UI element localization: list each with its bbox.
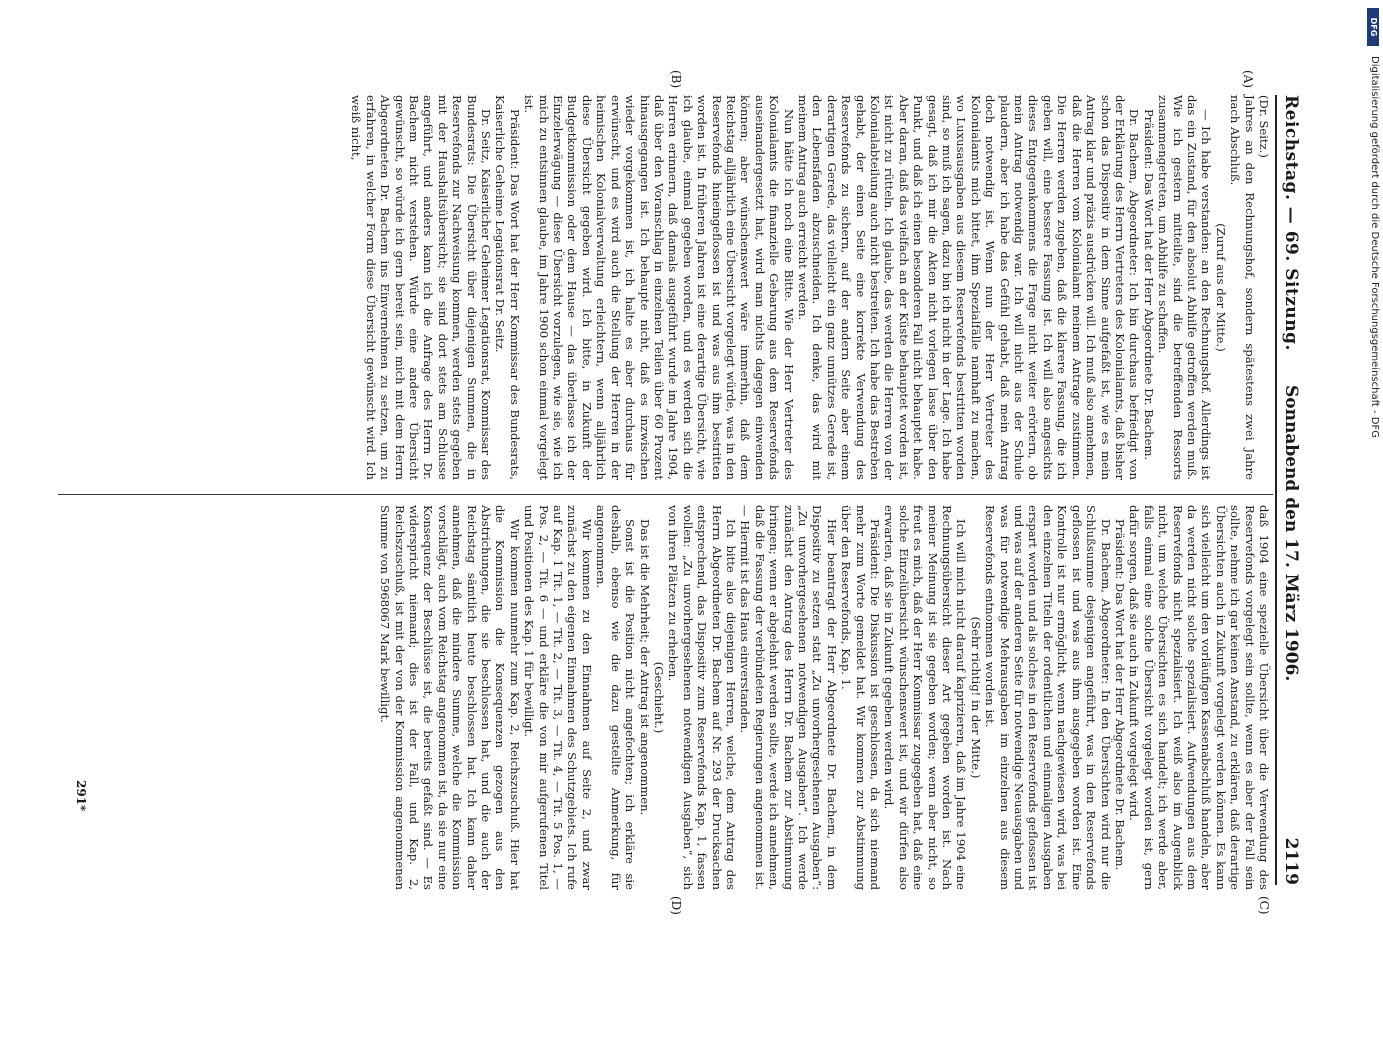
- header-session: Reichstag. — 69. Sitzung.: [1281, 95, 1301, 351]
- paragraph: Ich will mich nicht darauf kaprizieren, daß im Jahre 1904 eine Rechnungsübersicht dieser Art gegeben worden ist. Nach meiner Meinung ist sie gegeben worden; wenn aber nicht, so freut es mich, daß der Herr Kommissar zugegeben hat, daß eine solche Einzelübersicht wünschenswert ist, und wir dürfen also erwarten, daß sie in Zukunft gegeben werden wird.: [882, 505, 969, 890]
- margin-marker-d: (D): [669, 896, 683, 915]
- signature-mark: 291*: [74, 780, 88, 812]
- paragraph: — Ich habe verstanden: an den Rechnungshof. Allerdings ist das ein Zustand, für den absolut Abhilfe getroffen werden muß. Wie ich gestern mitteilte, sind die betreffenden Ressorts zusammengetreten, um Abhilfe zu schaffen.: [1156, 95, 1214, 480]
- paragraph: Präsident: Das Wort hat der Herr Abgeordnete Dr. Bachem.: [1141, 109, 1156, 461]
- page-number: 2119: [1281, 837, 1301, 885]
- page-header: [1275, 95, 1311, 885]
- paragraph: Hier beantragt der Herr Abgeordnete Dr. Bachem, in dem Dispositiv zu setzen statt „Zu unvorhergesehenen Ausgaben“: „Zu unvorhergesehenen notwendigen Ausgaben“. Ich werde zunächst den Antrag des Herrn Dr. Bachem zur Abstimmung bringen; wenn er abgelehnt werden sollte, werde ich annehmen, daß die Fassung der verbündeten Regierungen angenommen ist. — Hiermit ist das Haus einverstanden.: [738, 505, 839, 890]
- paragraph: Sonst ist die Position nicht angefochten; ich erkläre sie deshalb, ebenso wie die dazu gestellte Anmerkung, für angenommen.: [594, 505, 638, 890]
- paragraph: Dr. Seitz, Kaiserlicher Geheimer Legationsrat, Kommissar des Bundesrats: Die Übersicht über diejenigen Summen, die in Reservefonds zur Nachweisung kommen, werden stets gegeben mit der Haushaltsübersicht; sie sind dort stets am Schlusse angeführt, und anders kann ich die Anfrage des Herrn Dr. Bachem nicht verstehen. Würde eine andere Übersicht gewünscht, so würde ich gern bereit sein, mich mit dem Herrn Abgeordneten Dr. Bachem ins Einvernehmen zu setzen, um zu erfahren, in welcher Form diese Übersicht gewünscht wird. Ich weiß nicht,: [349, 95, 494, 480]
- paragraph: Das ist die Mehrheit; der Antrag ist angenommen.: [637, 519, 652, 816]
- paragraph: Dr. Bachem, Abgeordneter: In den Übersichten wird nur die Schlußsumme desjenigen angeführt, was in den Reservefonds geflossen ist und was aus ihm ausgegeben worden ist. Eine Kontrolle ist nur ermöglicht, wenn nachgewiesen wird, was bei den einzelnen Titeln der ordentlichen und einmaligen Ausgaben erspart worden und als solches in den Reservefonds geflossen ist und was auf der anderen Seite für notwendige Neuausgaben und was für notwendige Mehrausgaben im einzelnen aus diesem Reservefonds entnommen worden ist.: [983, 505, 1113, 890]
- paragraph: daß 1904 eine spezielle Übersicht über die Verwendung des Reservefonds vorgelegt sein sollte, wenn es aber der Fall sein sollte, nehme ich gar keinen Anstand, zu erklären, daß derartige Übersichten auch in Zukunft vorgelegt werden können. Es kann sich vielleicht um den vorläufigen Kassenabschluß handeln, aber da werden nicht solche spezialisiert. Aufwendungen aus dem Reservefonds nicht spezialisiert. Ich weiß also im Augenblick nicht, um welche Übersichten es sich handelt; ich werde aber, falls einmal eine solche Übersicht vorgelegt worden ist, gern dafür sorgen, daß sie auch in Zukunft vorgelegt wird.: [1127, 505, 1271, 890]
- paragraph: (Zuruf aus der Mitte.): [1213, 223, 1228, 352]
- margin-marker-c: (C): [1257, 896, 1271, 915]
- paragraph: Jahres an den Rechnungshof, sondern spätestens zwei Jahre nach Abschluß.: [1228, 95, 1257, 480]
- paragraph: Präsident: Die Diskussion ist geschlossen, da sich niemand mehr zum Worte gemeldet hat. Wir kommen zur Abstimmung über den Reservefonds, Kap. 1.: [839, 505, 883, 890]
- left-text-column: [349, 95, 1271, 480]
- paragraph: Nun hätte ich noch eine Bitte. Wie der Herr Vertreter des Kolonialamts die finanzielle Gebarung aus dem Reservefonds auseinandergesetzt hat, wird man nichts dagegen einwenden können; aber wünschenswert wäre immerhin, daß dem Reichstag alljährlich eine Übersicht vorgelegt würde, was in den Reservefonds hineingeflossen ist und was aus ihm bestritten worden ist. In früheren Jahren ist eine derartige Übersicht, wie ich glaube, einmal gegeben worden, und es werden sich die Herren erinnern, daß damals ausgeführt wurde im Jahre 1904, daß über den Voranschlag in einzelnen Teilen über 60 Prozent hinausgegangen ist. Ich behaupte nicht, daß es inzwischen wieder vorgekommen ist, ich halte es aber durchaus für erwünscht, und es wird auch die Stellung der Herren in der heimischen Kolonialverwaltung erleichtern, wenn alljährlich diese Übersicht gegeben wird. Ich bitte, in Zukunft der Budgetkommission oder dem Hause — das überlasse ich der Einzelerwägung — diese Übersicht vorzulegen, wie sie, wie ich mich zu entsinnen glaube, im Jahre 1900 schon einmal vorgelegt ist.: [522, 95, 796, 480]
- paragraph: Wir kommen nunmehr zum Kap. 2, Reichszuschuß. Hier hat die Kommission die Konsequenzen gezogen aus den Abstrichungen, die sie beschlossen hat, und die auch der Reichstag sämtlich heute beschlossen hat. Ich kann daher annehmen, daß die mindere Summe, welche die Kommission vorschlägt, auch vom Reichstag angenommen ist, da sie nur eine Konsequenz der Beschlüsse ist, die bereits gefaßt sind. — Es widerspricht niemand; dies ist der Fall, und Kap. 2, Reichszuschuß, ist mit der von der Kommission angenommenen Summe von 5968067 Mark bewilligt.: [378, 505, 522, 890]
- margin-marker-b: (B): [669, 70, 683, 89]
- paragraph: Dr. Bachem, Abgeordneter: Ich bin durchaus befriedigt von der Erklärung des Herrn Vertreters des Kolonialamts, daß bisher schon das Dispositiv in dem Sinne aufgefaßt ist, wie es mein Antrag klar und präzis ausdrücken will. Ich muß also annehmen, daß die Herren vom Kolonialamt meinem Antrage zustimmen. Die Herren werden zugeben, daß die klarere Fassung, die ich geben will, eine bessere Fassung ist. Ich will also angesichts dieses Entgegenkommens die Frage nicht weiter erörtern, ob mein Antrag notwendig war. Ich will nicht aus der Schule plaudern, aber ich habe das Gefühl gehabt, daß mein Antrag doch notwendig ist. Wenn nun der Herr Vertreter des Kolonialamts mich bittet, ihm Spezialfälle namhaft zu machen, wo Luxusausgaben aus diesem Reservefonds bestritten worden sind, so muß ich sagen, dazu bin ich nicht in der Lage. Ich habe gesagt, daß ich mir die Akten nicht vorlegen lasse über den Punkt, und daß ich einen besonderen Fall nicht behauptet habe. Aber daran, daß das vielfach an der Küste behauptet worden ist, ist nicht zu rütteln. Ich glaube, das werden die Herren von der Kolonialabteilung auch nicht bestreiten. Ich habe das Bestreben gehabt, der einen Seite eine korrekte Verwendung des Reservefonds zu sichern, auf der andern Seite aber einem derartigen Gerede, das vielleicht ein ganz unnützes Gerede ist, den Lebensfaden abzuschneiden. Ich denke, das wird mit meinem Antrag auch erreicht werden.: [796, 95, 1142, 480]
- digitization-credit: Digitalisierung gefördert durch die Deutsche Forschungsgemeinschaft - DFG: [1369, 56, 1380, 439]
- column-divider: [58, 494, 1273, 495]
- paragraph: (Sehr richtig! in der Mitte.): [968, 616, 983, 779]
- paragraph: Wir kommen zu den Einnahmen auf Seite 2, und zwar zunächst zu den eigenen Einnahmen des Schutzgebiets. Ich rufe auf Kap. 1 Tit. 1, — Tit. 2, — Tit. 3, — Tit. 4, — Tit. 5 Pos. 1, — Pos. 2, — Tit. 6 — und erkläre die von mir aufgerufenen Titel und Positionen des Kap. 1 für bewilligt.: [522, 505, 594, 890]
- dfg-logo: DFG: [1367, 8, 1379, 46]
- paragraph: Präsident: Das Wort hat der Herr Abgeordnete Dr. Bachem.: [1112, 519, 1127, 871]
- paragraph: Präsident: Das Wort hat der Herr Kommissar des Bundesrats, Kaiserliche Geheime Legationsrat Dr. Seitz.: [493, 95, 522, 480]
- header-date: Sonnabend den 17. März 1906.: [1281, 385, 1301, 682]
- margin-marker-a: (A): [1241, 70, 1255, 89]
- paragraph: (Geschieht.): [651, 661, 666, 734]
- paragraph: (Dr. Seitz.): [1257, 95, 1271, 158]
- right-text-column: [378, 505, 1271, 890]
- digitization-note: [1366, 8, 1380, 998]
- paragraph: Ich bitte also diejenigen Herren, welche, dem Antrag des Herrn Abgeordneten Dr. Bachem auf Nr. 293 der Drucksachen entsprechend, das Dispositiv zum Reservefonds Kap. 1, fassen wollen: „Zu unvorhergesehenen notwendigen Ausgaben“, sich von ihren Plätzen zu erheben.: [666, 505, 738, 890]
